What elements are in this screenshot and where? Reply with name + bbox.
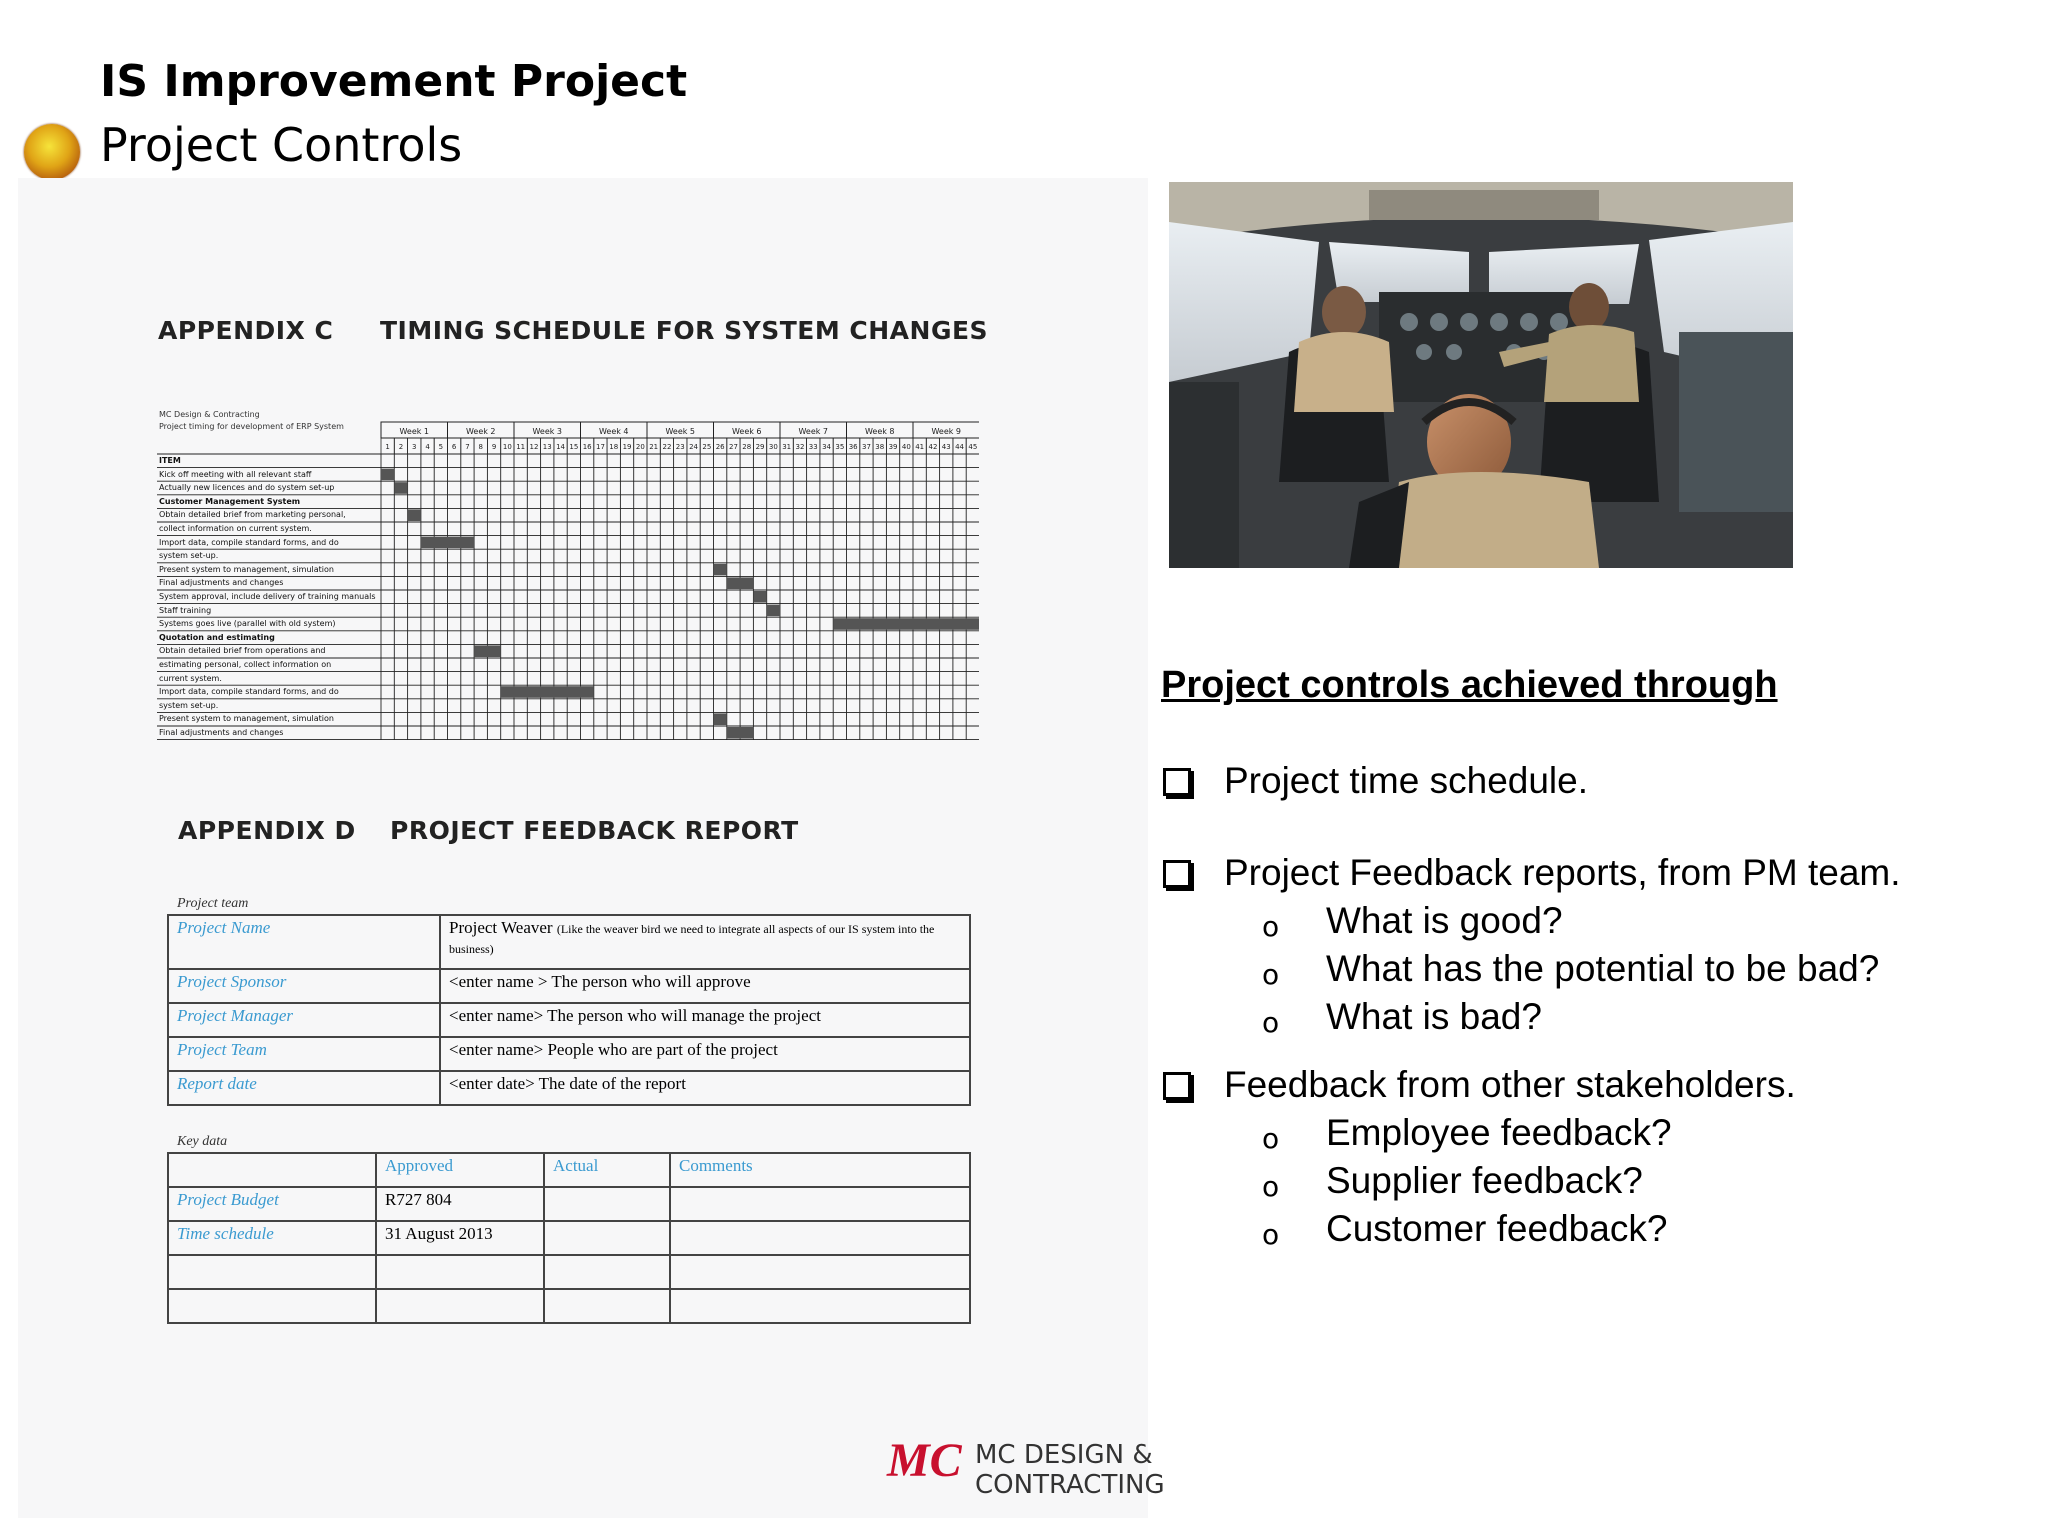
key-data-table — [167, 1152, 971, 1324]
gantt-day-number: 40 — [901, 443, 911, 451]
gantt-day-number: 2 — [398, 443, 404, 451]
empty-cell — [670, 1255, 970, 1289]
gantt-day-number: 1 — [385, 443, 390, 451]
gantt-day-number: 36 — [848, 443, 858, 451]
appendix-c-label: APPENDIX C — [158, 316, 334, 345]
gantt-day-number: 35 — [835, 443, 845, 451]
circle-bullet-icon: o — [1262, 958, 1280, 991]
gantt-day-number: 43 — [941, 443, 951, 451]
gantt-item-label: Actually new licences and do system set-up — [159, 483, 335, 493]
gantt-day-number: 10 — [502, 443, 512, 451]
slide-subtitle: Project Controls — [100, 118, 463, 172]
gantt-item-label: Obtain detailed brief from marketing personal, — [159, 510, 346, 520]
gantt-day-number: 19 — [622, 443, 632, 451]
gantt-bar — [727, 577, 754, 589]
company-name — [975, 1440, 1165, 1500]
gantt-day-number: 4 — [425, 443, 430, 451]
empty-cell — [670, 1187, 970, 1221]
project-team-caption: Project team — [177, 896, 249, 911]
gantt-bar — [767, 605, 780, 617]
gantt-day-number: 24 — [689, 443, 699, 451]
gantt-company: MC Design & Contracting — [159, 410, 260, 419]
circle-bullet-icon: o — [1262, 1122, 1280, 1155]
gantt-day-number: 41 — [915, 443, 925, 451]
bullet-stakeholder-feedback: Feedback from other stakeholders. — [1224, 1064, 1796, 1105]
gantt-day-number: 18 — [609, 443, 619, 451]
gantt-item-label: Staff training — [159, 605, 212, 615]
gantt-item-label: Final adjustments and changes — [159, 727, 284, 737]
gantt-item-label: Customer Management System — [159, 496, 301, 506]
field-value: <enter date> The date of the report — [440, 1071, 970, 1105]
gantt-item-label: Quotation and estimating — [159, 632, 275, 642]
column-header: Comments — [670, 1153, 970, 1187]
empty-cell — [168, 1289, 376, 1323]
table-row — [168, 1289, 970, 1323]
empty-cell — [544, 1255, 670, 1289]
appendix-c-title: TIMING SCHEDULE FOR SYSTEM CHANGES — [380, 316, 989, 345]
empty-cell — [544, 1187, 670, 1221]
gantt-week-label: Week 2 — [465, 427, 496, 436]
circle-bullet-icon: o — [1262, 1218, 1280, 1251]
gantt-day-number: 3 — [412, 443, 417, 451]
approved-value: R727 804 — [376, 1187, 544, 1221]
gantt-bar — [714, 564, 727, 576]
sub-bullet: Employee feedback? — [1326, 1112, 1672, 1153]
gantt-day-number: 29 — [755, 443, 765, 451]
field-label: Project Sponsor — [168, 969, 440, 1003]
gantt-bar — [394, 482, 407, 494]
company-name-line2: CONTRACTING — [975, 1470, 1165, 1500]
checkbox-bullet-icon — [1163, 768, 1191, 796]
gantt-item-label: estimating personal, collect information on — [159, 659, 332, 669]
timing-schedule-gantt — [157, 408, 979, 750]
circle-bullet-icon: o — [1262, 910, 1280, 943]
gantt-bar — [474, 645, 501, 657]
gantt-day-number: 21 — [649, 443, 659, 451]
orb-bullet-icon — [24, 124, 80, 180]
gantt-day-number: 8 — [478, 443, 483, 451]
appendix-d-title: PROJECT FEEDBACK REPORT — [390, 816, 799, 845]
gantt-day-number: 5 — [438, 443, 444, 451]
appendix-d-label: APPENDIX D — [178, 816, 356, 845]
gantt-day-number: 32 — [795, 443, 805, 451]
gantt-bar — [408, 509, 421, 521]
gantt-item-label: Systems goes live (parallel with old system) — [159, 619, 336, 629]
field-label: Project Team — [168, 1037, 440, 1071]
field-label: Report date — [168, 1071, 440, 1105]
gantt-day-number: 15 — [569, 443, 579, 451]
table-row — [168, 1071, 970, 1105]
gantt-item-label: system set-up. — [159, 700, 219, 710]
gantt-week-label: Week 5 — [665, 427, 696, 436]
gantt-week-label: Week 9 — [931, 427, 962, 436]
sub-bullet: What is bad? — [1326, 996, 1542, 1037]
empty-cell — [670, 1221, 970, 1255]
gantt-item-label: Import data, compile standard forms, and do — [159, 537, 339, 547]
project-name-value: Project Weaver — [449, 918, 553, 937]
gantt-day-number: 26 — [715, 443, 725, 451]
gantt-item-label: Final adjustments and changes — [159, 578, 284, 588]
gantt-item-label: Present system to management, simulation — [159, 714, 334, 724]
gantt-bar — [421, 537, 474, 549]
gantt-day-number: 37 — [861, 443, 871, 451]
gantt-day-number: 7 — [465, 443, 470, 451]
gantt-day-number: 20 — [635, 443, 645, 451]
gantt-day-number: 45 — [968, 443, 978, 451]
sub-bullet: Supplier feedback? — [1326, 1160, 1643, 1201]
mc-logo-mark — [883, 1424, 973, 1494]
gantt-week-label: Week 1 — [399, 427, 430, 436]
gantt-bar — [833, 618, 979, 630]
company-name-line1: MC DESIGN & — [975, 1440, 1153, 1470]
gantt-week-label: Week 7 — [798, 427, 829, 436]
gantt-bar — [714, 713, 727, 725]
circle-bullet-icon: o — [1262, 1006, 1280, 1039]
gantt-item-label: current system. — [159, 673, 222, 683]
field-label: Project Budget — [168, 1187, 376, 1221]
slide-title: IS Improvement Project — [100, 56, 688, 107]
gantt-day-number: 6 — [451, 443, 457, 451]
project-name-note: (Like the weaver bird we need to integrate all aspects of our IS system into the business) — [449, 922, 935, 956]
gantt-day-number: 25 — [702, 443, 712, 451]
gantt-day-number: 30 — [768, 443, 778, 451]
field-label: Time schedule — [168, 1221, 376, 1255]
gantt-day-number: 17 — [595, 443, 605, 451]
gantt-week-label: Week 6 — [731, 427, 762, 436]
gantt-day-number: 22 — [662, 443, 672, 451]
gantt-day-number: 39 — [888, 443, 898, 451]
gantt-week-label: Week 4 — [598, 427, 629, 436]
cockpit-photo — [1169, 182, 1793, 568]
table-row — [168, 969, 970, 1003]
field-value: <enter name > The person who will approve — [440, 969, 970, 1003]
gantt-day-number: 44 — [955, 443, 965, 451]
mc-logo-letters: MC — [887, 1434, 962, 1487]
gantt-day-number: 38 — [875, 443, 885, 451]
empty-cell — [544, 1221, 670, 1255]
sub-bullet: What is good? — [1326, 900, 1563, 941]
table-row — [168, 915, 970, 969]
key-data-caption: Key data — [177, 1134, 228, 1149]
gantt-day-number: 16 — [582, 443, 592, 451]
bullet-time-schedule: Project time schedule. — [1224, 760, 1589, 801]
gantt-bar — [727, 727, 754, 739]
empty-cell — [168, 1153, 376, 1187]
table-row — [168, 1221, 970, 1255]
checkbox-bullet-icon — [1163, 1072, 1191, 1100]
gantt-item-label: Obtain detailed brief from operations and — [159, 646, 326, 656]
field-label: Project Name — [168, 915, 440, 969]
table-row — [168, 1187, 970, 1221]
sub-bullet: What has the potential to be bad? — [1326, 948, 1880, 989]
gantt-bar — [753, 591, 766, 603]
field-value — [440, 915, 970, 969]
gantt-day-number: 27 — [728, 443, 738, 451]
empty-cell — [544, 1289, 670, 1323]
gantt-item-label: Kick off meeting with all relevant staff — [159, 469, 312, 479]
project-team-table — [167, 914, 971, 1106]
gantt-day-number: 31 — [782, 443, 792, 451]
approved-value: 31 August 2013 — [376, 1221, 544, 1255]
table-row — [168, 1003, 970, 1037]
empty-cell — [168, 1255, 376, 1289]
gantt-item-label: collect information on current system. — [159, 523, 312, 533]
table-row — [168, 1255, 970, 1289]
gantt-week-label: Week 3 — [532, 427, 563, 436]
gantt-item-label: system set-up. — [159, 551, 219, 561]
gantt-day-number: 9 — [491, 443, 497, 451]
gantt-item-label: ITEM — [159, 456, 181, 465]
gantt-item-labels — [159, 454, 385, 739]
gantt-bar — [501, 686, 594, 698]
gantt-day-number: 34 — [822, 443, 832, 451]
gantt-item-label: Import data, compile standard forms, and do — [159, 687, 339, 697]
gantt-item-label: Present system to management, simulation — [159, 564, 334, 574]
empty-cell — [376, 1289, 544, 1323]
controls-heading: Project controls achieved through — [1161, 664, 1778, 706]
circle-bullet-icon: o — [1262, 1170, 1280, 1203]
gantt-day-number: 13 — [542, 443, 552, 451]
gantt-day-number: 42 — [928, 443, 938, 451]
gantt-day-number: 11 — [516, 443, 526, 451]
gantt-day-number: 14 — [556, 443, 566, 451]
sub-bullet: Customer feedback? — [1326, 1208, 1668, 1249]
field-label: Project Manager — [168, 1003, 440, 1037]
bullet-feedback-reports: Project Feedback reports, from PM team. — [1224, 852, 1901, 893]
gantt-day-number: 28 — [742, 443, 752, 451]
gantt-week-label: Week 8 — [864, 427, 895, 436]
table-row — [168, 1153, 970, 1187]
gantt-item-label: System approval, include delivery of training manuals — [159, 591, 376, 601]
field-value: <enter name> People who are part of the project — [440, 1037, 970, 1071]
empty-cell — [376, 1255, 544, 1289]
column-header: Approved — [376, 1153, 544, 1187]
column-header: Actual — [544, 1153, 670, 1187]
empty-cell — [670, 1289, 970, 1323]
gantt-project: Project timing for development of ERP System — [159, 422, 344, 431]
gantt-day-number: 12 — [529, 443, 539, 451]
gantt-day-number: 23 — [675, 443, 685, 451]
gantt-day-number: 33 — [808, 443, 818, 451]
field-value: <enter name> The person who will manage the project — [440, 1003, 970, 1037]
table-row — [168, 1037, 970, 1071]
checkbox-bullet-icon — [1163, 860, 1191, 888]
